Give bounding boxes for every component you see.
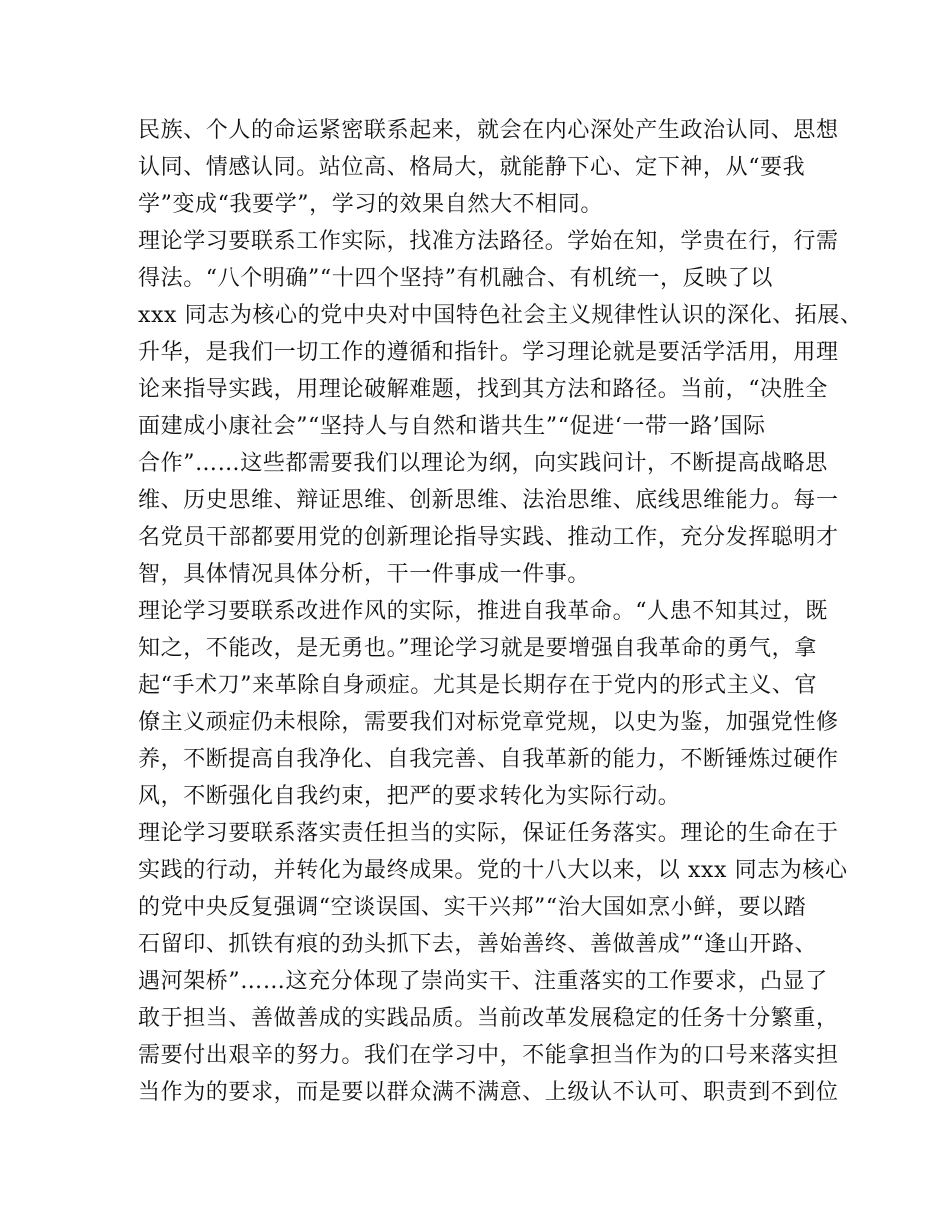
text-line: 遇河架桥”……这充分体现了崇尚实干、注重落实的工作要求，凸显了 — [138, 969, 828, 994]
text-line: 僚主义顽症仍未根除，需要我们对标党章党规，以史为鉴，加强党性修 — [138, 710, 839, 735]
text-line: xxx 同志为核心的党中央对中国特色社会主义规律性认识的深化、拓展、 — [138, 303, 863, 328]
text-line: 升华，是我们一切工作的遵循和指针。学习理论就是要活学活用，用理 — [138, 340, 839, 365]
text-line: 起“手术刀”来革除自身顽症。尤其是长期存在于党内的形式主义、官 — [138, 673, 818, 698]
body-text — [138, 112, 863, 1111]
text-line: 面建成小康社会”“坚持人与自然和谐共生”“促进‘一带一路’国际 — [138, 414, 766, 439]
text-line: 得法。“八个明确”“十四个坚持”有机融合、有机统一，反映了以 — [138, 266, 773, 291]
text-line: 实践的行动，并转化为最终成果。党的十八大以来，以 xxx 同志为核心 — [138, 858, 848, 883]
text-line: 智，具体情况具体分析，干一件事成一件事。 — [138, 562, 591, 587]
text-line: 敢于担当、善做善成的实践品质。当前改革发展稳定的任务十分繁重， — [138, 1006, 839, 1031]
text-line: 维、历史思维、辩证思维、创新思维、法治思维、底线思维能力。每一 — [138, 488, 839, 513]
text-line: 认同、情感认同。站位高、格局大，就能静下心、定下神，从“要我 — [138, 155, 806, 180]
text-line: 需要付出艰辛的努力。我们在学习中，不能拿担当作为的口号来落实担 — [138, 1043, 839, 1068]
text-line: 名党员干部都要用党的创新理论指导实践、推动工作，充分发挥聪明才 — [138, 525, 839, 550]
text-line: 风，不断强化自我约束，把严的要求转化为实际行动。 — [138, 784, 681, 809]
text-line: 当作为的要求，而是要以群众满不满意、上级认不认可、职责到不到位 — [138, 1080, 839, 1105]
text-line: 养，不断提高自我净化、自我完善、自我革新的能力，不断锤炼过硬作 — [138, 747, 839, 772]
text-line: 的党中央反复强调“空谈误国、实干兴邦”“治大国如烹小鲜，要以踏 — [138, 895, 807, 920]
text-line: 民族、个人的命运紧密联系起来，就会在内心深处产生政治认同、思想 — [138, 118, 839, 143]
text-line: 理论学习要联系改进作风的实际，推进自我革命。“人患不知其过，既 — [138, 599, 828, 624]
text-line: 论来指导实践，用理论破解难题，找到其方法和路径。当前，“决胜全 — [138, 377, 828, 402]
text-line: 理论学习要联系落实责任担当的实际，保证任务落实。理论的生命在于 — [138, 821, 839, 846]
text-line: 石留印、抓铁有痕的劲头抓下去，善始善终、善做善成”“逢山开路、 — [138, 932, 818, 957]
text-line: 合作”……这些都需要我们以理论为纲，向实践问计，不断提高战略思 — [138, 451, 828, 476]
text-line: 知之，不能改，是无勇也。”理论学习就是要增强自我革命的勇气，拿 — [138, 636, 817, 661]
text-line: 理论学习要联系工作实际，找准方法路径。学始在知，学贵在行，行需 — [138, 229, 839, 254]
text-line: 学”变成“我要学”，学习的效果自然大不相同。 — [138, 192, 603, 217]
